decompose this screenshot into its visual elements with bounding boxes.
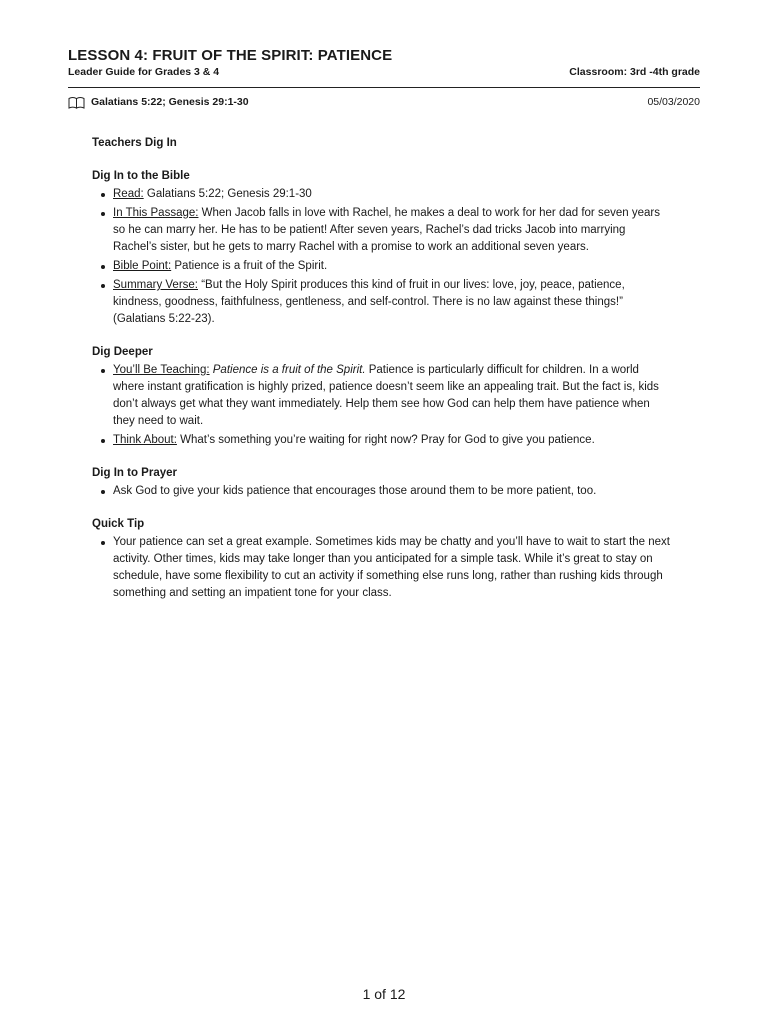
list-item — [92, 205, 672, 256]
bible-list — [92, 186, 672, 328]
lesson-content — [92, 135, 672, 618]
header-subrow — [68, 65, 700, 79]
item-label: Summary Verse: — [113, 279, 198, 291]
item-label: In This Passage: — [113, 207, 199, 219]
leader-guide-subtitle: Leader Guide for Grades 3 & 4 — [68, 66, 220, 78]
item-text: Galatians 5:22; Genesis 29:1-30 — [143, 188, 312, 200]
list-item: Your patience can set a great example. Sometimes kids may be chatty and you’ll have to wait to start the next activity. Other times, kids may take longer than you anticipated for a simple task. While it’s great to stay on schedule, have some flexibility to cut an activity if something else runs long, rather than rushing kids through something and setting an impatient tone for your class. — [92, 534, 672, 602]
dig-in-bible-section — [92, 168, 672, 328]
classroom-label: Classroom: 3rd -4th grade — [569, 66, 700, 78]
section-heading: Quick Tip — [92, 518, 145, 530]
deeper-list — [92, 362, 672, 449]
section-heading: Dig In to the Bible — [92, 170, 190, 182]
book-icon — [68, 96, 85, 109]
scripture-reference-group — [68, 95, 249, 109]
item-text: Patience is particularly difficult for children. In a world where instant gratification is highly prized, patience doesn’t seem like an appealing trait. But the fact is, kids don’t always get what they want immediately. Help them see how God can help them have patience when they need to wait. — [113, 364, 659, 427]
item-text: “But the Holy Spirit produces this kind of fruit in our lives: love, joy, peace, patience, kindness, goodness, faithfulness, gentleness, and self-control. There is no law against these things!” (Galatians 5:22-23). — [113, 279, 625, 325]
item-text: Patience is a fruit of the Spirit. — [171, 260, 328, 272]
list-item — [92, 432, 672, 449]
page-number: 1 of 12 — [362, 986, 406, 1002]
header-divider — [68, 87, 700, 88]
list-item — [92, 186, 672, 203]
item-label: You’ll Be Teaching: — [113, 364, 210, 376]
prayer-section — [92, 465, 672, 500]
teachers-dig-in-heading: Teachers Dig In — [92, 137, 177, 149]
item-label: Bible Point: — [113, 260, 172, 272]
list-item — [92, 362, 672, 430]
lesson-date: 05/03/2020 — [647, 96, 700, 108]
item-label: Read: — [113, 188, 144, 200]
list-item — [92, 277, 672, 328]
list-item: Ask God to give your kids patience that encourages those around them to be more patient, too. — [92, 483, 672, 500]
tip-list — [92, 534, 672, 602]
item-text: When Jacob falls in love with Rachel, he makes a deal to work for her dad for seven years so he can marry her. He has to be patient! After seven years, Rachel’s dad tricks Jacob into marrying Rachel’s sister, but he gets to marry Rachel with a promise to work an additional seven years. — [113, 207, 660, 253]
prayer-list — [92, 483, 672, 500]
item-text: What’s something you’re waiting for right now? Pray for God to give you patience. — [176, 434, 595, 446]
document-header — [68, 47, 700, 79]
quick-tip-section — [92, 516, 672, 602]
section-heading: Dig In to Prayer — [92, 467, 177, 479]
item-italic-text: Patience is a fruit of the Spirit. — [212, 364, 366, 376]
item-label: Think About: — [113, 434, 177, 446]
scripture-row — [68, 95, 700, 109]
dig-deeper-section — [92, 344, 672, 449]
section-heading: Dig Deeper — [92, 346, 153, 358]
scripture-reference: Galatians 5:22; Genesis 29:1-30 — [91, 96, 249, 108]
list-item — [92, 258, 672, 275]
lesson-title: LESSON 4: FRUIT OF THE SPIRIT: PATIENCE — [68, 47, 393, 64]
